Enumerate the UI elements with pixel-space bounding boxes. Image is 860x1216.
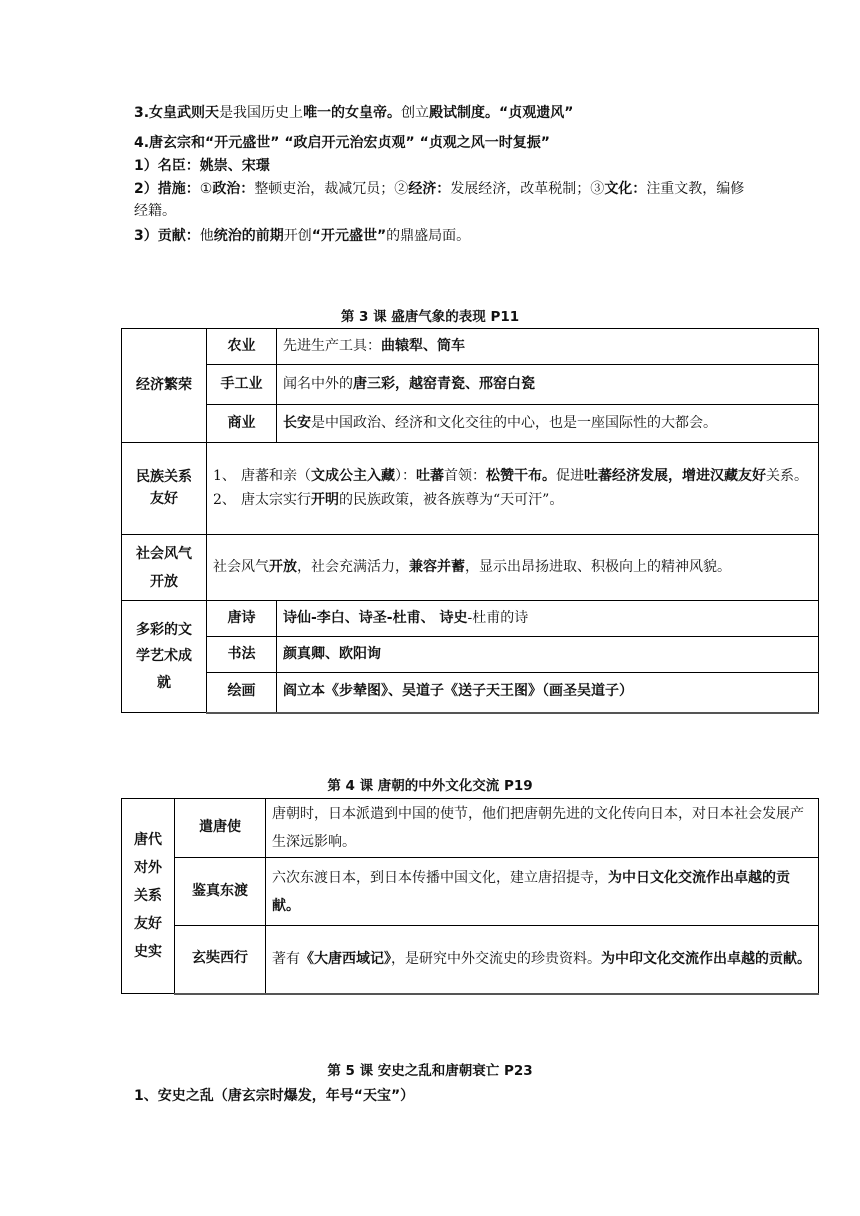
bold-text-run: 3）贡献： bbox=[134, 228, 200, 244]
ethnic-content bbox=[207, 443, 819, 535]
arts-row-key: 唐诗 bbox=[207, 601, 277, 637]
table-row bbox=[122, 673, 819, 713]
text-run: ，显示出昂扬进取、积极向上的精神风貌。 bbox=[465, 558, 731, 575]
text-run: 六次东渡日本，到日本传播中国文化，建立唐招提寺， bbox=[272, 869, 608, 886]
item-text bbox=[241, 466, 812, 488]
economy-row-key: 商业 bbox=[207, 405, 277, 443]
text-run: ，是研究中外交流史的珍贵资料。 bbox=[391, 951, 601, 968]
economy-row-value bbox=[277, 365, 819, 405]
economy-label: 经济繁荣 bbox=[122, 329, 207, 443]
text-run: 的鼎盛局面。 bbox=[386, 228, 471, 244]
intro-line-5 bbox=[134, 226, 470, 248]
lesson4-title: 第 4 课 唐朝的中外文化交流 P19 bbox=[327, 778, 533, 794]
item-number: 1、 bbox=[213, 467, 236, 484]
lesson3-title: 第 3 课 盛唐气象的表现 P11 bbox=[340, 309, 520, 325]
bold-text-run: 诗仙-李白、诗圣-杜甫、 诗史 bbox=[283, 609, 468, 626]
bold-text-run: 吐蕃 bbox=[416, 467, 444, 484]
economy-row-key: 手工业 bbox=[207, 365, 277, 405]
exchange-row-value bbox=[266, 858, 819, 926]
text-run: 他 bbox=[199, 228, 214, 244]
lesson4-label bbox=[122, 799, 175, 994]
lesson3-table bbox=[121, 328, 819, 714]
lesson5-line-1 bbox=[134, 1086, 414, 1108]
bold-text-run: 2）措施： bbox=[134, 181, 200, 197]
bold-text-run: 1）名臣：姚崇、宋璟 bbox=[134, 158, 270, 174]
text-run: 是我国历史上 bbox=[219, 105, 304, 121]
text-run: ，社会充满活力， bbox=[297, 558, 409, 575]
bold-text-run: 经济： bbox=[408, 181, 451, 197]
economy-row-key: 农业 bbox=[207, 329, 277, 365]
lesson5-title: 第 5 课 安史之乱和唐朝衰亡 P23 bbox=[327, 1063, 533, 1079]
bold-text-run: 4.唐玄宗和“开元盛世” “政启开元治宏贞观” “贞观之风一时复振” bbox=[134, 135, 551, 151]
text-run: 唐朝时，日本派遣到中国的使节，他们把唐朝先进的文化传向日本，对日本社会发展产生深远影响。 bbox=[272, 806, 804, 850]
text-run: 唐太宗实行 bbox=[241, 491, 311, 508]
text-run: 创立 bbox=[401, 105, 430, 121]
text-run: -杜甫的诗 bbox=[467, 609, 529, 626]
table-row bbox=[122, 601, 819, 637]
bold-text-run: 开明 bbox=[311, 491, 339, 508]
table-row bbox=[122, 858, 819, 926]
text-run: 社会风气 bbox=[213, 558, 269, 575]
exchange-row-key: 玄奘西行 bbox=[175, 926, 266, 994]
society-label bbox=[122, 535, 207, 601]
bold-text-run: 长安 bbox=[283, 414, 311, 431]
ethnic-item-1 bbox=[213, 466, 812, 488]
arts-row-value bbox=[277, 637, 819, 673]
table-row bbox=[122, 637, 819, 673]
bold-text-run: 文成公主入藏 bbox=[311, 467, 395, 484]
intro-line-4 bbox=[134, 179, 746, 222]
arts-label bbox=[122, 601, 207, 713]
text-run: 是中国政治、经济和文化交往的中心，也是一座国际性的大都会。 bbox=[311, 414, 717, 431]
bold-text-run: 文化： bbox=[604, 181, 647, 197]
text-run: 先进生产工具： bbox=[283, 337, 381, 354]
text-run: 首领： bbox=[444, 467, 486, 484]
lesson4-table bbox=[121, 798, 819, 995]
text-run: 唐蕃和亲（ bbox=[241, 467, 311, 484]
bold-text-run: 《大唐西域记》 bbox=[300, 951, 391, 968]
text-run: 促进 bbox=[556, 467, 584, 484]
bold-text-run: 唯一的女皇帝。 bbox=[303, 105, 402, 121]
exchange-row-key: 鉴真东渡 bbox=[175, 858, 266, 926]
exchange-row-value bbox=[266, 926, 819, 994]
arts-label-text: 多彩的文学艺术成就 bbox=[136, 621, 192, 691]
bold-text-run: 唐三彩，越窑青瓷、邢窑白瓷 bbox=[353, 375, 535, 392]
society-content bbox=[207, 535, 819, 601]
item-number: 2、 bbox=[213, 491, 236, 508]
arts-row-key: 绘画 bbox=[207, 673, 277, 713]
bold-text-run: 为中日文化交流作出卓越的贡献。 bbox=[272, 869, 790, 914]
table-row bbox=[122, 365, 819, 405]
bold-text-run: 1、安史之乱（唐玄宗时爆发，年号“天宝”） bbox=[134, 1088, 415, 1104]
table-row bbox=[122, 926, 819, 994]
exchange-row-key: 遣唐使 bbox=[175, 799, 266, 858]
text-run: 关系。 bbox=[766, 467, 808, 484]
economy-row-value bbox=[277, 329, 819, 365]
intro-line-1 bbox=[134, 103, 573, 125]
bold-text-run: 颜真卿、欧阳询 bbox=[283, 645, 381, 662]
bold-text-run: 阎立本《步辇图》、吴道子《送子天王图》（画圣吴道子） bbox=[283, 683, 633, 700]
bold-text-run: 松赞干布。 bbox=[486, 467, 556, 484]
text-run: 著有 bbox=[272, 951, 300, 968]
bold-text-run: 曲辕犁、筒车 bbox=[381, 337, 465, 354]
ethnic-label-text: 民族关系友好 bbox=[136, 468, 192, 507]
table-row bbox=[122, 443, 819, 535]
table-row bbox=[122, 799, 819, 858]
bold-text-run: 兼容并蓄 bbox=[409, 558, 465, 575]
society-label-text: 社会风气开放 bbox=[136, 545, 192, 590]
economy-row-value bbox=[277, 405, 819, 443]
text-run: 整顿吏治，裁减冗员；② bbox=[254, 181, 409, 197]
table-row bbox=[122, 535, 819, 601]
arts-row-key: 书法 bbox=[207, 637, 277, 673]
text-run: 发展经济，改革税制；③ bbox=[450, 181, 605, 197]
bold-text-run: 统治的前期 bbox=[213, 228, 284, 244]
text-run: ① bbox=[199, 181, 213, 197]
ethnic-item-2 bbox=[213, 490, 812, 512]
text-run: 的民族政策，被各族尊为“天可汗”。 bbox=[339, 491, 564, 508]
arts-row-value bbox=[277, 601, 819, 637]
bold-text-run: 吐蕃经济发展，增进汉藏友好 bbox=[584, 467, 766, 484]
item-text bbox=[241, 490, 812, 512]
text-run: ）： bbox=[395, 467, 416, 484]
bold-text-run: 政治： bbox=[212, 181, 255, 197]
text-run: 开创 bbox=[283, 228, 312, 244]
bold-text-run: 殿试制度。“贞观遗风” bbox=[429, 105, 574, 121]
text-run: 注重文教，编修经籍。 bbox=[134, 181, 745, 219]
exchange-row-value bbox=[266, 799, 819, 858]
bold-text-run: 3.女皇武则天 bbox=[134, 105, 220, 121]
arts-row-value bbox=[277, 673, 819, 713]
text-run: 闻名中外的 bbox=[283, 375, 353, 392]
bold-text-run: 为中印文化交流作出卓越的贡献。 bbox=[601, 951, 811, 968]
table-row bbox=[122, 405, 819, 443]
ethnic-label bbox=[122, 443, 207, 535]
lesson4-label-text: 唐代对外关系友好史实 bbox=[134, 832, 162, 960]
bold-text-run: 开放 bbox=[269, 558, 297, 575]
bold-text-run: “开元盛世” bbox=[311, 228, 387, 244]
table-row bbox=[122, 329, 819, 365]
intro-line-3 bbox=[134, 156, 270, 178]
intro-line-2 bbox=[134, 133, 550, 155]
